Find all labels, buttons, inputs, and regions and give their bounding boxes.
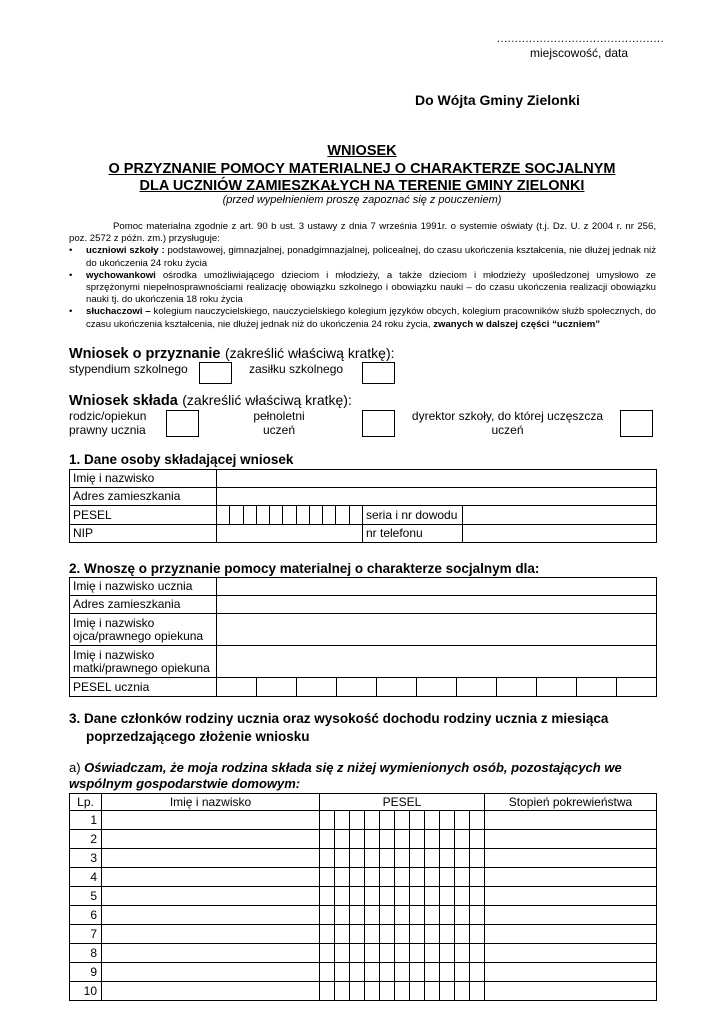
- section3-heading-line1: 3. Dane członków rodziny ucznia oraz wysokość dochodu rodziny ucznia z miesiąca: [69, 711, 609, 726]
- family-member-pesel-field[interactable]: [320, 887, 485, 906]
- family-member-pesel-digits: [320, 868, 484, 886]
- family-member-name-field[interactable]: [102, 887, 320, 906]
- request-for-title: Wniosek o przyznanie: [69, 346, 221, 362]
- option-adult-student-label: [224, 409, 334, 437]
- family-row-number: 7: [70, 925, 102, 944]
- intro-block: [69, 221, 656, 331]
- parent-checkbox[interactable]: [166, 410, 199, 437]
- family-row: [70, 963, 657, 982]
- family-row-number: 3: [70, 849, 102, 868]
- option-scholarship-label: stypendium szkolnego: [69, 362, 188, 376]
- family-member-name-field[interactable]: [102, 963, 320, 982]
- submitted-by-hint: (zakreślić właściwą kratkę):: [182, 392, 352, 408]
- family-member-pesel-digits: [320, 963, 484, 981]
- submitted-by-title: Wniosek składa: [69, 393, 178, 409]
- mother-name-field[interactable]: [217, 646, 657, 678]
- family-member-relation-field[interactable]: [485, 925, 657, 944]
- family-row-number: 2: [70, 830, 102, 849]
- applicant-address-field[interactable]: [217, 488, 657, 506]
- family-row: [70, 906, 657, 925]
- family-member-pesel-field[interactable]: [320, 982, 485, 1001]
- addressee: Do Wójta Gminy Zielonki: [415, 92, 580, 108]
- eligibility-student-text: podstawowej, gimnazjalnej, ponadgimnazjalnej, policealnej, do czasu ukończenia kształcenia, nie dłużej jednak niż do ukończenia 24 roku życia: [86, 245, 656, 269]
- family-row-number: 10: [70, 982, 102, 1001]
- section3-heading: [69, 710, 608, 746]
- applicant-id-series-field[interactable]: [463, 506, 657, 525]
- family-member-relation-field[interactable]: [485, 887, 657, 906]
- family-row: [70, 868, 657, 887]
- student-address-field[interactable]: [217, 596, 657, 614]
- applicant-phone-field[interactable]: [463, 525, 657, 543]
- family-table: [69, 793, 657, 1001]
- applicant-address-label: Adres zamieszkania: [70, 488, 217, 506]
- family-member-name-field[interactable]: [102, 906, 320, 925]
- father-name-field[interactable]: [217, 614, 657, 646]
- director-checkbox[interactable]: [620, 410, 653, 437]
- family-member-name-field[interactable]: [102, 925, 320, 944]
- place-date-label: miejscowość, data: [530, 46, 629, 60]
- applicant-nip-field[interactable]: [217, 525, 363, 543]
- eligibility-ward-bold: wychowankowi: [86, 269, 156, 281]
- intro-paragraph: Pomoc materialna zgodnie z art. 90 b ust. 3 ustawy z dnia 7 września 1991r. o systemie oświaty (t.j. Dz. U. z 2004 r. nr 256, poz. 2572 z późn. zm.) przysługuje:: [69, 221, 656, 245]
- option-parent-label: [69, 409, 146, 437]
- eligibility-ward-text: ośrodka umożliwiającego dzieciom i młodzieży, a także dzieciom i młodzieży upośledzonej umysłowo ze sprzężonymi niepełnosprawnościami realizację obowiązku szkolnego i obowiązku nauki – do czasu ukończenia realizacji obowiązku nauki tj. do ukończenia 18 roku życia: [86, 269, 656, 306]
- applicant-name-field[interactable]: [217, 470, 657, 488]
- family-row: [70, 830, 657, 849]
- family-member-relation-field[interactable]: [485, 906, 657, 925]
- family-member-relation-field[interactable]: [485, 963, 657, 982]
- family-row: [70, 887, 657, 906]
- family-member-pesel-field[interactable]: [320, 868, 485, 887]
- family-member-relation-field[interactable]: [485, 982, 657, 1001]
- family-row-number: 9: [70, 963, 102, 982]
- eligibility-item-ward: [69, 270, 656, 307]
- family-member-pesel-digits: [320, 944, 484, 962]
- section2-heading: 2. Wnoszę o przyznanie pomocy materialnej o charakterze socjalnym dla:: [69, 561, 540, 576]
- applicant-table: [69, 469, 657, 543]
- student-pesel-field[interactable]: [217, 678, 657, 697]
- family-row: [70, 944, 657, 963]
- family-member-pesel-digits: [320, 906, 484, 924]
- title-line2: O PRZYZNANIE POMOCY MATERIALNEJ O CHARAKTERZE SOCJALNYM: [108, 161, 616, 177]
- option-director-line2: uczeń: [491, 423, 524, 437]
- section3-heading-line2: poprzedzającego złożenie wniosku: [86, 729, 310, 744]
- eligibility-item-student: [69, 245, 656, 269]
- col-relation-header: Stopień pokrewieństwa: [485, 794, 657, 811]
- family-member-relation-field[interactable]: [485, 944, 657, 963]
- family-member-pesel-field[interactable]: [320, 944, 485, 963]
- family-row-number: 1: [70, 811, 102, 830]
- adult-student-checkbox[interactable]: [362, 410, 395, 437]
- family-member-pesel-digits: [320, 887, 484, 905]
- family-row: [70, 811, 657, 830]
- allowance-checkbox[interactable]: [362, 362, 395, 384]
- scholarship-checkbox[interactable]: [199, 362, 232, 384]
- col-lp-header: Lp.: [70, 794, 102, 811]
- option-adult-line1: pełnoletni: [253, 409, 305, 423]
- father-name-line1: Imię i nazwisko: [73, 615, 155, 630]
- family-row-number: 5: [70, 887, 102, 906]
- family-member-pesel-field[interactable]: [320, 830, 485, 849]
- eligibility-item-listener: [69, 306, 656, 330]
- student-name-label: Imię i nazwisko ucznia: [70, 578, 217, 596]
- family-member-name-field[interactable]: [102, 944, 320, 963]
- father-name-label: [70, 614, 217, 646]
- family-member-pesel-digits: [320, 849, 484, 867]
- applicant-pesel-label: PESEL: [70, 506, 217, 525]
- eligibility-listener-text: kolegium nauczycielskiego, nauczycielskiego kolegium języków obcych, kolegium pracowników służb społecznych, do czasu ukończenia kształcenia, nie dłużej jednak niż do ukończenia 24 roku życia,: [86, 306, 657, 330]
- family-row: [70, 982, 657, 1001]
- applicant-nip-label: NIP: [70, 525, 217, 543]
- request-for-hint: (zakreślić właściwą kratkę):: [224, 345, 395, 361]
- option-adult-line2: uczeń: [262, 423, 296, 437]
- eligibility-list: [69, 245, 656, 330]
- family-member-pesel-field[interactable]: [320, 963, 485, 982]
- family-member-relation-field[interactable]: [485, 830, 657, 849]
- title-line3: DLA UCZNIÓW ZAMIESZKAŁYCH NA TERENIE GMINY ZIELONKI: [139, 178, 585, 194]
- student-name-field[interactable]: [217, 578, 657, 596]
- applicant-name-label: Imię i nazwisko: [70, 470, 217, 488]
- section1-heading: 1. Dane osoby składającej wniosek: [69, 452, 294, 467]
- mother-name-line1: Imię i nazwisko: [73, 647, 155, 662]
- family-row: [70, 849, 657, 868]
- family-row-number: 6: [70, 906, 102, 925]
- eligibility-student-bold: uczniowi szkoły :: [86, 245, 165, 257]
- option-director-line1: dyrektor szkoły, do której uczęszcza: [411, 409, 604, 423]
- family-member-relation-field[interactable]: [485, 811, 657, 830]
- applicant-pesel-field[interactable]: [217, 506, 363, 525]
- date-dots: ...............................................: [497, 33, 665, 45]
- family-member-name-field[interactable]: [102, 830, 320, 849]
- family-member-pesel-digits: [320, 982, 484, 1000]
- family-member-name-field[interactable]: [102, 982, 320, 1001]
- student-table: [69, 577, 657, 697]
- option-parent-line1: rodzic/opiekun: [69, 409, 147, 423]
- family-member-pesel-digits: [320, 925, 484, 943]
- applicant-phone-label: nr telefonu: [363, 525, 463, 543]
- family-member-pesel-digits: [320, 811, 484, 829]
- applicant-id-series-label: seria i nr dowodu: [363, 506, 463, 525]
- statement-a: [69, 760, 622, 792]
- eligibility-listener-bold: słuchaczowi –: [86, 306, 151, 318]
- family-member-name-field[interactable]: [102, 849, 320, 868]
- submitted-by-heading: [69, 392, 352, 410]
- title-line1: WNIOSEK: [327, 143, 397, 159]
- option-allowance-label: zasiłku szkolnego: [249, 362, 344, 376]
- statement-a-line1: Oświadczam, że moja rodzina składa się z niżej wymienionych osób, pozostających we: [80, 760, 622, 775]
- applicant-pesel-digits: [217, 506, 362, 524]
- family-member-pesel-field[interactable]: [320, 849, 485, 868]
- family-member-pesel-field[interactable]: [320, 811, 485, 830]
- family-member-relation-field[interactable]: [485, 868, 657, 887]
- student-address-label: Adres zamieszkania: [70, 596, 217, 614]
- student-pesel-label: PESEL ucznia: [70, 678, 217, 697]
- family-rows: [70, 811, 657, 1001]
- title-note: (przed wypełnieniem proszę zapoznać się z pouczeniem): [222, 194, 502, 206]
- col-pesel-header: PESEL: [320, 794, 485, 811]
- col-name-header: Imię i nazwisko: [102, 794, 320, 811]
- mother-name-label: [70, 646, 217, 678]
- mother-name-line2: matki/prawnego opiekuna: [73, 660, 210, 675]
- option-director-label: [400, 409, 615, 437]
- option-parent-line2: prawny ucznia: [69, 423, 146, 437]
- student-pesel-digits: [217, 678, 656, 696]
- family-member-name-field[interactable]: [102, 811, 320, 830]
- family-member-pesel-digits: [320, 830, 484, 848]
- family-member-pesel-field[interactable]: [320, 925, 485, 944]
- family-member-name-field[interactable]: [102, 868, 320, 887]
- statement-a-line2: wspólnym gospodarstwie domowym:: [69, 776, 301, 791]
- request-for-heading: [69, 345, 395, 363]
- family-member-pesel-field[interactable]: [320, 906, 485, 925]
- family-member-relation-field[interactable]: [485, 849, 657, 868]
- family-row: [70, 925, 657, 944]
- family-row-number: 8: [70, 944, 102, 963]
- family-row-number: 4: [70, 868, 102, 887]
- eligibility-listener-tail: zwanych w dalszej części “uczniem”: [433, 318, 601, 330]
- statement-a-prefix: a): [69, 760, 81, 775]
- father-name-line2: ojca/prawnego opiekuna: [73, 628, 204, 643]
